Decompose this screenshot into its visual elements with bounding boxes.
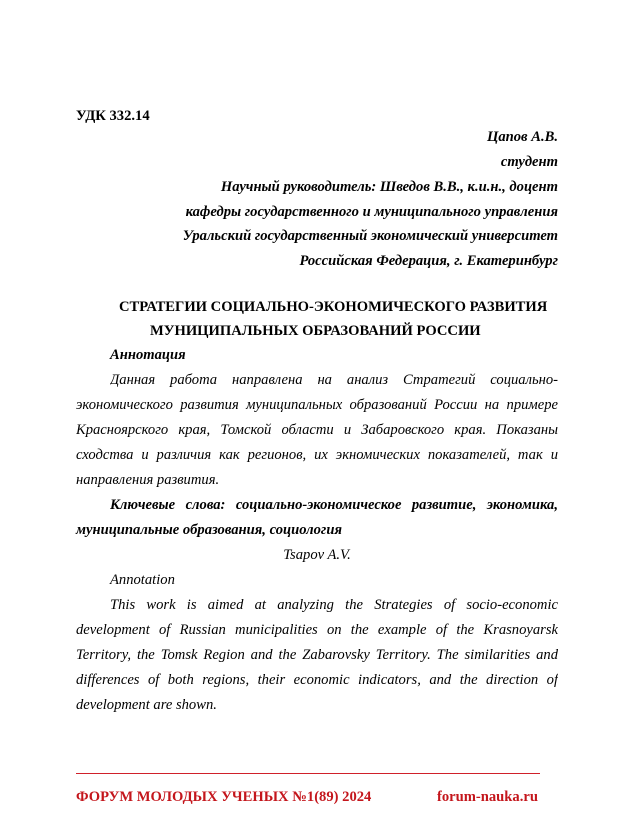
author-name-en: Tsapov A.V. xyxy=(283,547,351,563)
udc-code: УДК 332.14 xyxy=(76,108,150,124)
abstract-ru-line-4: сходства и различия как регионов, их экномических показателей, так и xyxy=(76,447,558,463)
abstract-ru-line-5: направления развития. xyxy=(76,472,220,488)
abstract-en-line-2: development of Russian municipalities on the example of the Krasnoyarsk xyxy=(76,622,558,638)
department: кафедры государственного и муниципального управления xyxy=(185,204,558,220)
abstract-ru-line-1: Данная работа направлена на анализ Стратегий социально- xyxy=(110,372,558,388)
paper-title-line-1: СТРАТЕГИИ СОЦИАЛЬНО-ЭКОНОМИЧЕСКОГО РАЗВИТИЯ xyxy=(119,299,548,315)
footer-divider xyxy=(76,773,540,774)
abstract-en-line-1: This work is aimed at analyzing the Strategies of socio-economic xyxy=(110,597,558,613)
footer-journal: ФОРУМ МОЛОДЫХ УЧЕНЫХ №1(89) 2024 xyxy=(76,789,372,805)
abstract-en-line-4: differences of both regions, their economic indicators, and the direction of xyxy=(76,672,558,688)
paper-title-line-2: МУНИЦИПАЛЬНЫХ ОБРАЗОВАНИЙ РОССИИ xyxy=(150,323,481,339)
supervisor: Научный руководитель: Шведов В.В., к.и.н., доцент xyxy=(220,179,558,195)
author-name: Цапов А.В. xyxy=(487,129,558,145)
abstract-heading-ru: Аннотация xyxy=(110,347,186,363)
location: Российская Федерация, г. Екатеринбург xyxy=(299,253,558,269)
keywords-line-1: Ключевые слова: социально-экономическое развитие, экономика, xyxy=(110,497,558,513)
abstract-en-line-3: Territory, the Tomsk Region and the Zabarovsky Territory. The similarities and xyxy=(76,647,558,663)
abstract-heading-en: Annotation xyxy=(110,572,175,588)
footer-site-link[interactable]: forum-nauka.ru xyxy=(437,789,538,805)
abstract-ru-line-2: экономического развития муниципальных образований России на примере xyxy=(76,397,558,413)
keywords-line-2: муниципальные образования, социология xyxy=(76,522,342,538)
abstract-en-line-5: development are shown. xyxy=(76,697,217,713)
university: Уральский государственный экономический университет xyxy=(182,228,558,244)
abstract-ru-line-3: Красноярского края, Томской области и Забаровского края. Показаны xyxy=(76,422,558,438)
author-status: студент xyxy=(500,154,558,170)
